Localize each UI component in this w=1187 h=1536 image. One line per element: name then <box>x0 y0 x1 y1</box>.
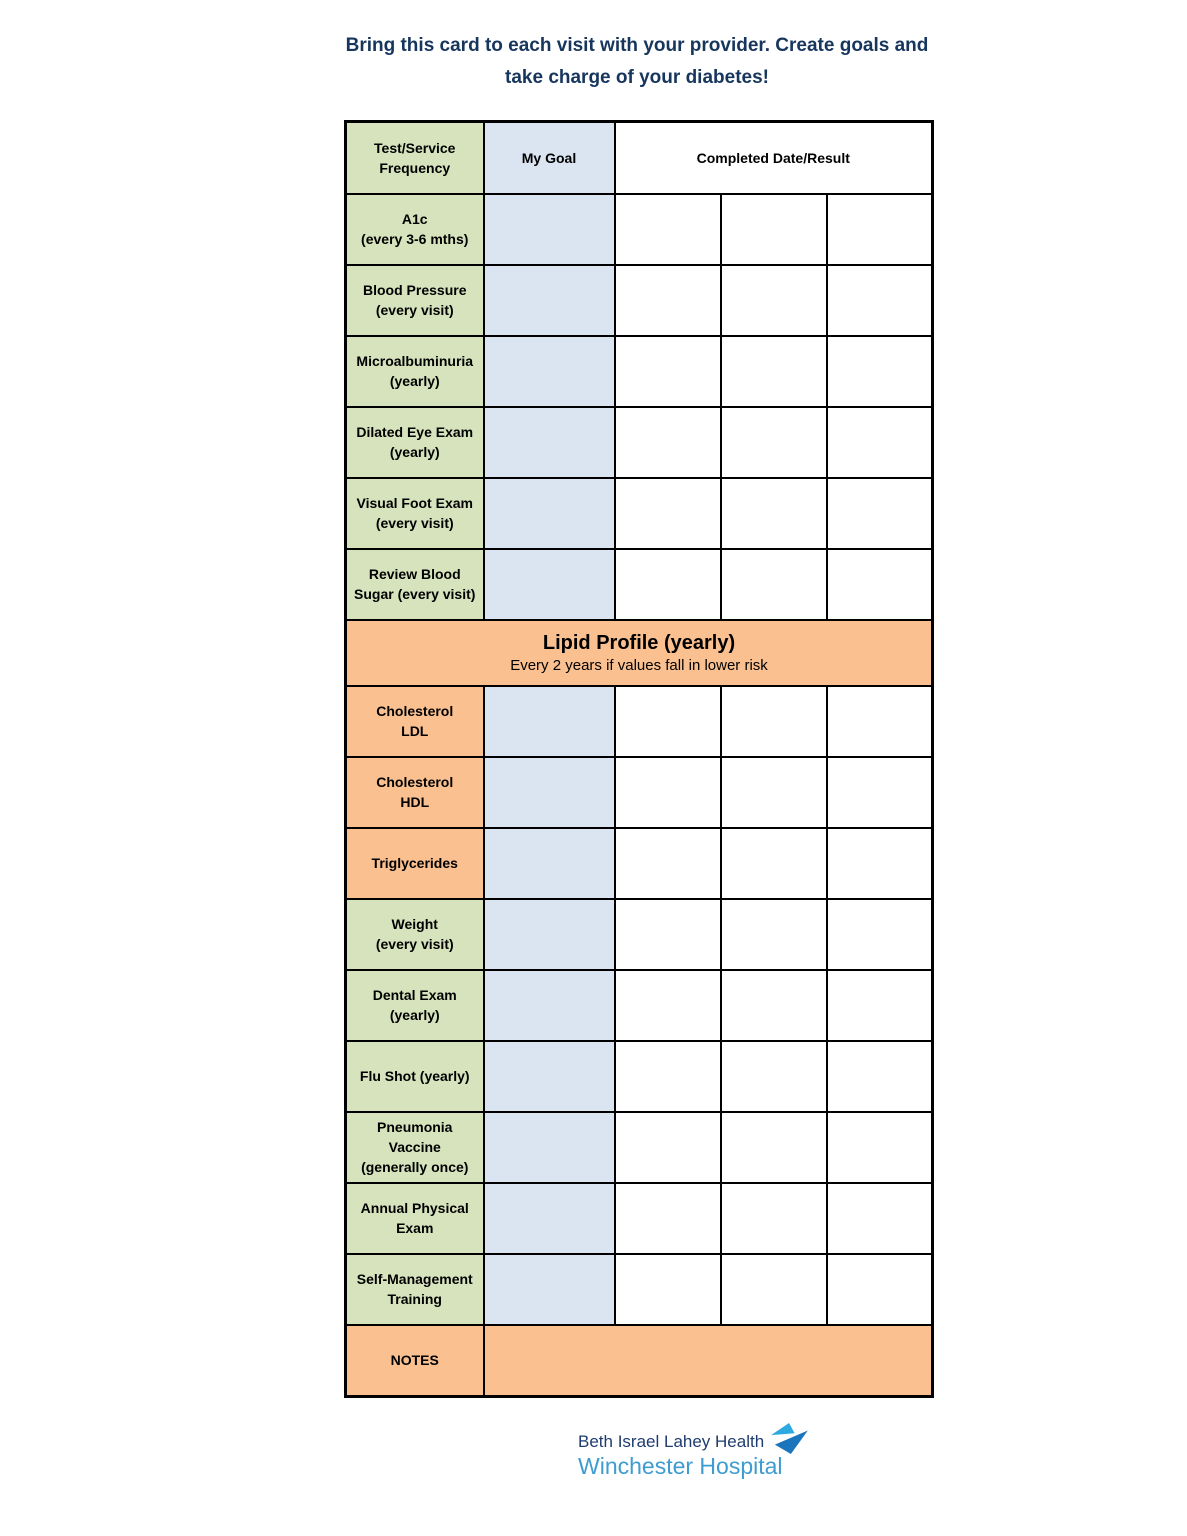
result-cell <box>615 828 721 899</box>
test-label <box>346 970 484 1041</box>
test-row-cholesterol-ldl <box>346 686 933 757</box>
test-name: Cholesterol <box>376 703 454 719</box>
result-cell <box>827 1183 933 1254</box>
test-row-annual-physical-exam <box>346 1183 933 1254</box>
result-cell <box>615 970 721 1041</box>
bilh-arrow-icon <box>770 1422 808 1454</box>
notes-writing-area <box>484 1325 933 1397</box>
goal-cell <box>484 265 615 336</box>
page-title-line1: Bring this card to each visit with your provider. Create goals and <box>345 35 929 56</box>
test-label <box>346 549 484 620</box>
result-cell <box>827 686 933 757</box>
goal-cell <box>484 686 615 757</box>
result-cell <box>721 194 827 265</box>
result-cell <box>827 407 933 478</box>
result-cell <box>615 1183 721 1254</box>
test-label <box>346 1041 484 1112</box>
result-cell <box>615 1112 721 1183</box>
logo-org-name: Beth Israel Lahey Health <box>578 1432 765 1451</box>
test-name: Review Blood Sugar (every visit) <box>354 566 476 602</box>
page-title <box>287 30 987 94</box>
result-cell <box>721 757 827 828</box>
goal-cell <box>484 336 615 407</box>
lipid-profile-section-header <box>346 620 933 686</box>
goal-cell <box>484 970 615 1041</box>
result-cell <box>827 194 933 265</box>
result-cell <box>721 1041 827 1112</box>
result-cell <box>827 549 933 620</box>
test-row-dental-exam <box>346 970 933 1041</box>
section-title: Lipid Profile (yearly) <box>542 632 736 654</box>
result-cell <box>827 336 933 407</box>
result-cell <box>615 1041 721 1112</box>
test-label <box>346 265 484 336</box>
test-label <box>346 1112 484 1183</box>
notes-label: NOTES <box>346 1325 484 1397</box>
test-row-flu-shot <box>346 1041 933 1112</box>
result-cell <box>721 407 827 478</box>
result-cell <box>721 478 827 549</box>
test-frequency: (every visit) <box>375 515 454 531</box>
header-test-service: Test/Service Frequency <box>346 122 484 194</box>
test-name: A1c <box>401 211 428 227</box>
result-cell <box>827 1041 933 1112</box>
test-row-microalbuminuria <box>346 336 933 407</box>
goal-cell <box>484 1254 615 1325</box>
test-name: Flu Shot (yearly) <box>359 1068 470 1084</box>
diabetes-care-card-table <box>344 120 934 1398</box>
test-row-dilated-eye-exam <box>346 407 933 478</box>
notes-row <box>346 1325 933 1397</box>
test-row-cholesterol-hdl <box>346 757 933 828</box>
goal-cell <box>484 478 615 549</box>
test-label <box>346 757 484 828</box>
result-cell <box>827 1254 933 1325</box>
result-cell <box>615 757 721 828</box>
result-cell <box>721 686 827 757</box>
test-label <box>346 336 484 407</box>
test-label <box>346 686 484 757</box>
test-name: Pneumonia Vaccine <box>377 1119 453 1155</box>
test-row-triglycerides <box>346 828 933 899</box>
header-my-goal: My Goal <box>484 122 615 194</box>
result-cell <box>615 336 721 407</box>
section-subtitle: Every 2 years if values fall in lower risk <box>510 657 768 674</box>
result-cell <box>721 970 827 1041</box>
goal-cell <box>484 194 615 265</box>
test-name: Blood Pressure <box>363 282 467 298</box>
result-cell <box>721 336 827 407</box>
test-frequency: (generally once) <box>361 1159 469 1175</box>
logo-hospital-name: Winchester Hospital <box>578 1453 783 1479</box>
result-cell <box>721 1112 827 1183</box>
test-label <box>346 1254 484 1325</box>
test-frequency: (yearly) <box>389 444 440 460</box>
result-cell <box>827 828 933 899</box>
goal-cell <box>484 757 615 828</box>
hospital-logo <box>578 1432 808 1479</box>
goal-cell <box>484 549 615 620</box>
test-name: Annual Physical Exam <box>360 1200 469 1236</box>
lipid-profile-section-row <box>346 620 933 686</box>
test-frequency: (every visit) <box>375 302 454 318</box>
test-label <box>346 194 484 265</box>
goal-cell <box>484 1041 615 1112</box>
result-cell <box>827 265 933 336</box>
test-label <box>346 407 484 478</box>
test-frequency: (yearly) <box>389 373 440 389</box>
test-name: Self-Management Training <box>356 1271 473 1307</box>
test-name: Dental Exam <box>372 987 457 1003</box>
result-cell <box>615 478 721 549</box>
test-label <box>346 828 484 899</box>
result-cell <box>827 1112 933 1183</box>
result-cell <box>721 1254 827 1325</box>
result-cell <box>615 549 721 620</box>
goal-cell <box>484 1183 615 1254</box>
test-frequency: (yearly) <box>389 1007 440 1023</box>
goal-cell <box>484 407 615 478</box>
result-cell <box>615 686 721 757</box>
test-row-visual-foot-exam <box>346 478 933 549</box>
test-row-weight <box>346 899 933 970</box>
test-label <box>346 899 484 970</box>
goal-cell <box>484 828 615 899</box>
header-completed-date-result: Completed Date/Result <box>615 122 933 194</box>
test-row-blood-pressure <box>346 265 933 336</box>
test-frequency: (every visit) <box>375 936 454 952</box>
result-cell <box>615 194 721 265</box>
test-name: Weight <box>391 916 438 932</box>
result-cell <box>827 970 933 1041</box>
result-cell <box>721 899 827 970</box>
test-name: Visual Foot Exam <box>356 495 473 511</box>
test-frequency: HDL <box>400 794 430 810</box>
goal-cell <box>484 1112 615 1183</box>
result-cell <box>827 757 933 828</box>
result-cell <box>721 265 827 336</box>
test-row-review-blood-sugar <box>346 549 933 620</box>
result-cell <box>721 549 827 620</box>
result-cell <box>615 1254 721 1325</box>
page-title-line2: take charge of your diabetes! <box>505 67 769 88</box>
test-name: Dilated Eye Exam <box>356 424 474 440</box>
result-cell <box>721 828 827 899</box>
test-row-pneumonia-vaccine <box>346 1112 933 1183</box>
test-label <box>346 478 484 549</box>
result-cell <box>615 899 721 970</box>
result-cell <box>615 265 721 336</box>
header-row <box>346 122 933 194</box>
result-cell <box>721 1183 827 1254</box>
test-row-self-management-training <box>346 1254 933 1325</box>
test-name: Triglycerides <box>371 855 458 871</box>
test-row-a1c <box>346 194 933 265</box>
test-frequency: (every 3-6 mths) <box>361 231 469 247</box>
test-name: Microalbuminuria <box>356 353 474 369</box>
goal-cell <box>484 899 615 970</box>
test-label <box>346 1183 484 1254</box>
result-cell <box>615 407 721 478</box>
test-name: Cholesterol <box>376 774 454 790</box>
result-cell <box>827 478 933 549</box>
result-cell <box>827 899 933 970</box>
test-frequency: LDL <box>401 723 429 739</box>
